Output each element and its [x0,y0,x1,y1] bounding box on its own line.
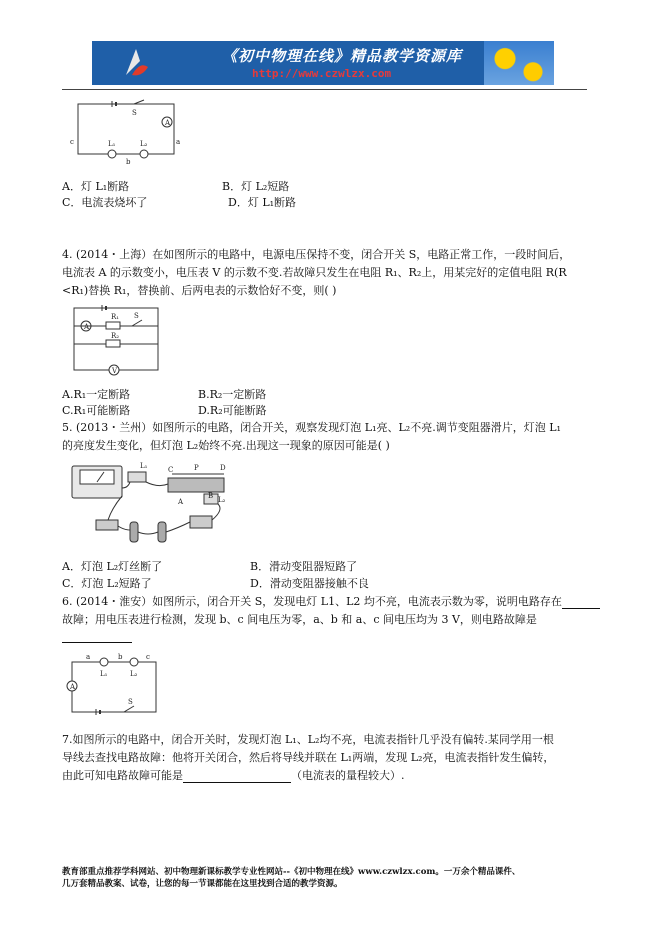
q4-fig-label: R₂ [111,332,120,340]
q7-text-line3-post: （电流表的量程较大）. [291,769,405,782]
q3-fig-label: L₂ [140,140,148,148]
q3-option-d: D．灯 L₁断路 [228,196,297,209]
q4-text-line2: 电流表 A 的示数变小，电压表 V 的示数不变.若故障只发生在电阻 R₁、R₂上，用某完好的定值电阻 R(R [62,266,567,279]
q4-option-c: C.R₁可能断路 [62,404,131,417]
q5-fig-label: A [178,498,184,506]
q5-text-line1: 5. (2013・兰州）如图所示的电路，闭合开关，观察发现灯泡 L₁亮、L₂不亮.调节变阻器滑片，灯泡 L₁ [62,421,561,434]
q6-circuit-diagram [66,654,166,718]
q6-answer-blank-2[interactable] [62,642,132,643]
q6-fig-label: A [70,683,76,691]
q5-fig-label: D [220,464,226,472]
q6-fig-label: c [146,653,150,661]
banner-title: 《初中物理在线》精品教学资源库 [222,47,463,65]
q5-option-d: D．滑动变阻器接触不良 [250,577,369,590]
q4-option-b: B.R₂一定断路 [198,388,267,401]
q5-fig-label: C [168,466,174,474]
q7-answer-blank[interactable] [183,771,291,783]
q5-option-b: B．滑动变阻器短路了 [250,560,358,573]
q3-circuit-diagram [70,100,184,170]
q3-fig-label: A [165,119,171,127]
q4-fig-label: R₁ [111,313,120,321]
q4-fig-label: V [112,367,118,375]
q3-fig-label: S [132,109,137,117]
q3-fig-label: L₁ [108,140,116,148]
q4-fig-label: S [134,312,139,320]
q3-fig-label: b [126,158,131,166]
q5-text-line2: 的亮度发生变化，但灯泡 L₂始终不亮.出现这一现象的原因可能是( ) [62,439,390,452]
q3-fig-label: c [70,138,74,146]
site-logo-icon [122,47,150,79]
q7-text-line1: 7.如图所示的电路中，闭合开关时，发现灯泡 L₁、L₂均不亮，电流表指针几乎没有偏转.某同学用一根 [62,733,554,746]
q3-option-b: B．灯 L₂短路 [222,180,290,193]
q5-option-c: C．灯泡 L₂短路了 [62,577,152,590]
footer-line1: 教育部重点推荐学科网站、初中物理新课标教学专业性网站--《初中物理在线》www.czwlzx.com。一万余个精品课件、 [62,867,521,877]
q5-fig-label: B [208,492,214,500]
q7-text-line2: 导线去查找电路故障：他将开关闭合，然后将导线并联在 L₁两端，发现 L₂亮，电流表指针发生偏转， [62,751,555,764]
q6-text-line2: 故障；用电压表进行检测，发现 b、c 间电压为零，a、b 和 a、c 间电压均为 3 V，则电路故障是 [62,613,537,626]
q4-circuit-diagram [72,302,162,384]
q4-option-d: D.R₂可能断路 [198,404,267,417]
q6-fig-label: L₁ [100,670,108,678]
q4-fig-label: A [84,323,90,331]
header-divider [62,89,587,90]
header-banner [92,41,554,85]
banner-url: http://www.czwlzx.com [252,67,392,80]
q5-fig-label: L₂ [218,496,226,504]
q5-fig-label: P [194,464,199,472]
q4-option-a: A.R₁一定断路 [62,388,131,401]
q4-text-line1: 4. (2014・上海）在如图所示的电路中，电源电压保持不变，闭合开关 S，电路正常工作，一段时间后， [62,248,571,261]
sunflower-decoration [484,41,554,85]
q3-option-c: C．电流表烧坏了 [62,196,148,209]
q6-fig-label: L₂ [130,670,138,678]
q6-fig-label: a [86,653,91,661]
q5-fig-label: L₁ [140,462,148,470]
q7-text-line3-pre: 由此可知电路故障可能是 [62,769,183,782]
footer-text [62,866,520,890]
q3-option-a: A．灯 L₁断路 [62,180,130,193]
q6-fig-label: b [118,653,123,661]
q6-fig-label: S [128,698,133,706]
q5-option-a: A．灯泡 L₂灯丝断了 [62,560,163,573]
q5-apparatus-figure [68,458,238,550]
footer-line2: 几万套精品教案、试卷，让您的每一节课都能在这里找到合适的教学资源。 [62,879,343,889]
q6-text-line1 [62,595,600,609]
q4-text-line3: <R₁)替换 R₁，替换前、后两电表的示数恰好不变，则( ) [62,284,337,297]
q3-fig-label: a [176,138,181,146]
q7-text-line3 [62,769,405,783]
q6-text-line1-content: 6. (2014・淮安）如图所示，闭合开关 S，发现电灯 L1、L2 均不亮，电流表示数为零，说明电路存在 [62,595,562,608]
q6-answer-blank-1[interactable] [562,597,600,609]
